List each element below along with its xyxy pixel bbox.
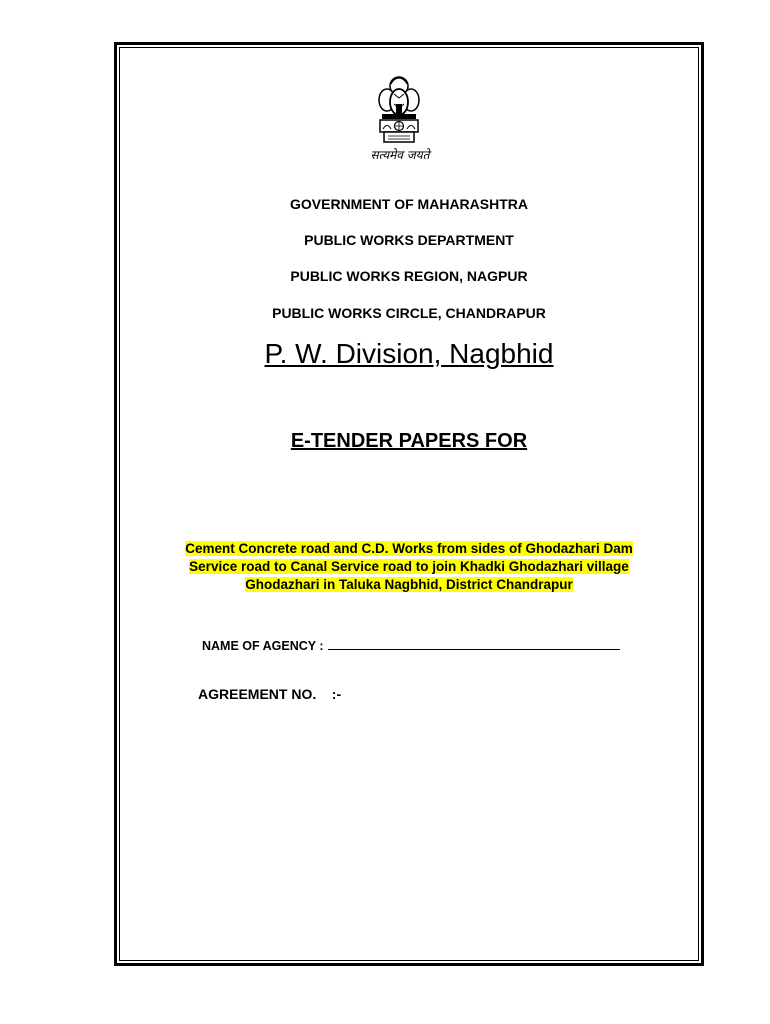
work-description-line-3: Ghodazhari in Taluka Nagbhid, District Chandrapur	[245, 577, 573, 592]
work-description	[150, 540, 668, 594]
etender-title: E-TENDER PAPERS FOR	[290, 430, 528, 452]
work-description-line-2: Service road to Canal Service road to join Khadki Ghodazhari village	[189, 559, 629, 574]
page-border-inner	[119, 47, 699, 961]
agreement-label: AGREEMENT NO.	[198, 686, 317, 702]
agency-name-field	[202, 637, 620, 653]
emblem-motto: सत्यमेव जयते	[370, 148, 430, 162]
agency-label: NAME OF AGENCY :	[202, 639, 324, 653]
department-heading: PUBLIC WORKS DEPARTMENT	[304, 232, 514, 248]
government-heading: GOVERNMENT OF MAHARASHTRA	[290, 196, 528, 212]
agreement-number-field	[198, 686, 341, 702]
agreement-separator: :-	[331, 686, 342, 702]
work-description-line-1: Cement Concrete road and C.D. Works from sides of Ghodazhari Dam	[185, 541, 633, 556]
region-heading: PUBLIC WORKS REGION, NAGPUR	[290, 268, 528, 284]
division-title: P. W. Division, Nagbhid	[264, 338, 554, 369]
agency-blank-line	[328, 637, 620, 650]
circle-heading: PUBLIC WORKS CIRCLE, CHANDRAPUR	[272, 305, 546, 321]
